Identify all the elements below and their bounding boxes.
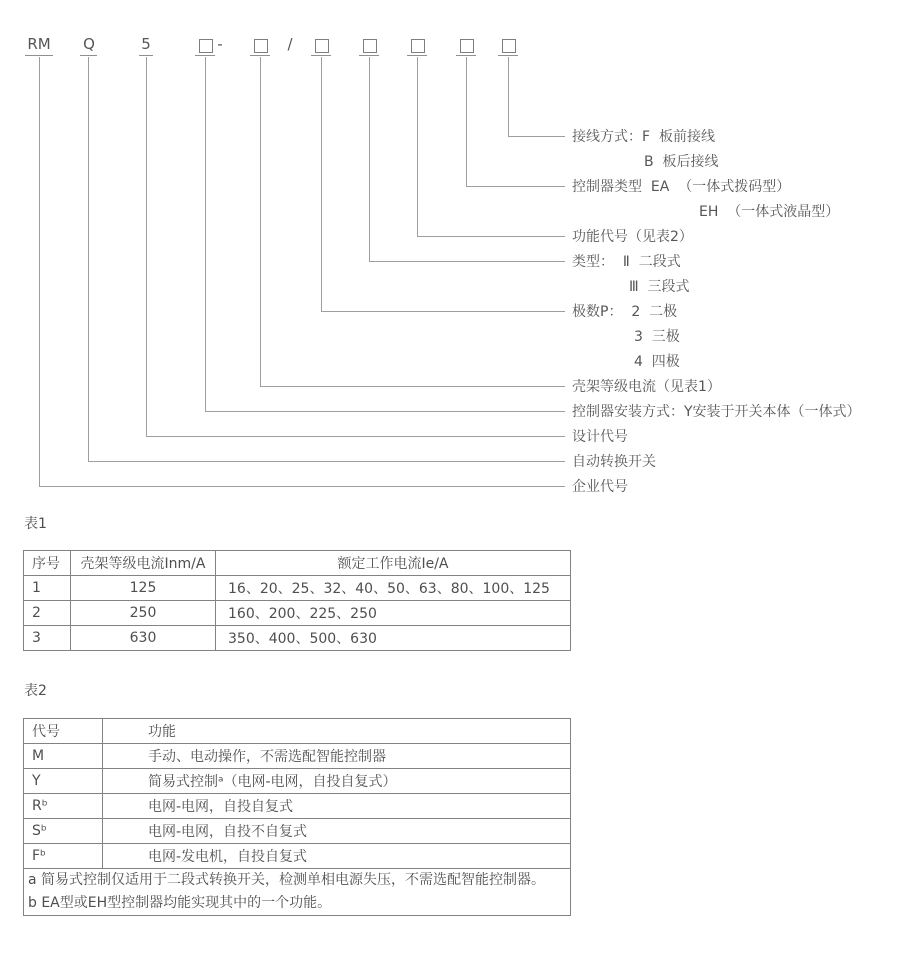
table2-cell-function: 手动、电动操作，不需选配智能控制器 — [103, 744, 571, 769]
code-box-icon — [363, 39, 377, 53]
table2-cell-function: 电网-发电机，自投自复式 — [103, 844, 571, 869]
label-poles-3: 3 三极 — [634, 329, 680, 345]
table1-row — [24, 626, 571, 651]
footnote-b: b EA型或EH型控制器均能实现其中的一个功能。 — [28, 895, 332, 911]
label-frame-current: 壳架等级电流（见表1） — [572, 379, 721, 395]
code-underline — [359, 55, 379, 56]
table1-title: 表1 — [24, 516, 47, 532]
table2-row — [24, 744, 571, 769]
label-company-code: 企业代号 — [572, 479, 628, 495]
table2-row — [24, 844, 571, 869]
code-underline — [311, 55, 331, 56]
label-controller-mounting: 控制器安装方式：Y安装于开关本体（一体式） — [572, 404, 861, 420]
table1-header-frame-current: 壳架等级电流Inm/A — [71, 551, 216, 576]
code-underline — [456, 55, 476, 56]
label-type-iii: Ⅲ 三段式 — [629, 279, 690, 295]
table2-cell-code: Fᵇ — [24, 844, 103, 869]
code-part-rm: RM — [27, 35, 51, 53]
code-box-icon — [315, 39, 329, 53]
label-function-code: 功能代号（见表2） — [572, 229, 693, 245]
connector-line — [39, 57, 565, 487]
code-underline — [498, 55, 518, 56]
table1-cell: 1 — [24, 576, 71, 601]
table2-row — [24, 769, 571, 794]
table1-cell: 630 — [71, 626, 216, 651]
code-underline — [139, 55, 153, 56]
code-separator-slash: / — [287, 35, 293, 53]
label-type-ii: 类型： Ⅱ 二段式 — [572, 254, 681, 270]
code-underline — [195, 55, 215, 56]
table2-header-function: 功能 — [103, 719, 571, 744]
code-box-icon — [411, 39, 425, 53]
table1-header-rated-current: 额定工作电流Ie/A — [216, 551, 571, 576]
table2-cell-function: 电网-电网，自投不自复式 — [103, 819, 571, 844]
code-part-5: 5 — [141, 35, 151, 53]
table2-cell-code: Y — [24, 769, 103, 794]
table1-cell: 350、400、500、630 — [216, 626, 571, 651]
label-poles-4: 4 四极 — [634, 354, 680, 370]
label-auto-transfer-switch: 自动转换开关 — [572, 454, 656, 470]
code-box-icon — [460, 39, 474, 53]
table2-cell-code: Rᵇ — [24, 794, 103, 819]
table2-row — [24, 819, 571, 844]
table1 — [23, 550, 571, 651]
label-wiring-mode-b: B 板后接线 — [644, 154, 719, 170]
table1-cell: 125 — [71, 576, 216, 601]
table1-cell: 3 — [24, 626, 71, 651]
label-wiring-mode: 接线方式：F 板前接线 — [572, 129, 715, 145]
code-separator-dash: - — [217, 35, 223, 53]
table1-cell: 16、20、25、32、40、50、63、80、100、125 — [216, 576, 571, 601]
table2 — [23, 718, 571, 916]
table1-cell: 2 — [24, 601, 71, 626]
table1-row — [24, 601, 571, 626]
table1-cell: 250 — [71, 601, 216, 626]
table2-row — [24, 794, 571, 819]
table2-header-code: 代号 — [24, 719, 103, 744]
table1-cell: 160、200、225、250 — [216, 601, 571, 626]
table2-header-row — [24, 719, 571, 744]
table2-footnote-row — [24, 869, 571, 916]
footnote-a: a 简易式控制仅适用于二段式转换开关，检测单相电源失压，不需选配智能控制器。 — [28, 872, 546, 888]
table2-cell-function: 简易式控制ᵃ（电网-电网，自投自复式） — [103, 769, 571, 794]
code-box-icon — [254, 39, 268, 53]
table2-cell-code: Sᵇ — [24, 819, 103, 844]
table1-row — [24, 576, 571, 601]
table2-cell-code: M — [24, 744, 103, 769]
label-controller-type-eh: EH （一体式液晶型） — [699, 204, 840, 220]
code-underline — [250, 55, 270, 56]
table1-header-row — [24, 551, 571, 576]
code-underline — [25, 55, 53, 56]
label-controller-type-ea: 控制器类型 EA （一体式拨码型） — [572, 179, 791, 195]
label-design-code: 设计代号 — [572, 429, 628, 445]
table1-header-index: 序号 — [24, 551, 71, 576]
label-poles-2: 极数P： 2 二极 — [572, 304, 678, 320]
code-underline — [407, 55, 427, 56]
table2-title: 表2 — [24, 683, 47, 699]
code-box-icon — [502, 39, 516, 53]
table2-cell-function: 电网-电网，自投自复式 — [103, 794, 571, 819]
code-box-icon — [199, 39, 213, 53]
code-underline — [80, 55, 97, 56]
table2-footnotes — [24, 869, 571, 916]
code-part-q: Q — [83, 35, 95, 53]
